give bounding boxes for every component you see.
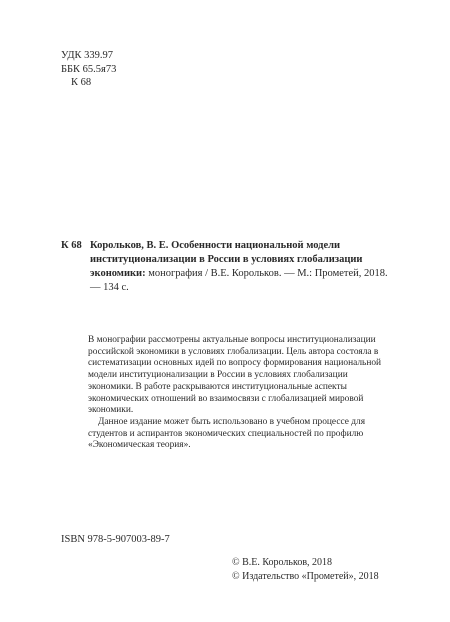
author-mark: К 68: [71, 77, 92, 88]
catalog-entry: [61, 239, 393, 295]
annotation-paragraph-2: Данное издание может быть использовано в учебном процессе для студентов и аспирантов экономических специальностей по профилю «Экономическая теория».: [88, 416, 366, 451]
udc-code: УДК 339.97: [61, 50, 114, 61]
isbn: ISBN 978-5-907003-89-7: [61, 534, 170, 545]
catalog-details: монография / В.Е. Корольков. — М.: Прометей, 2018. — 134 с.: [90, 268, 388, 293]
bbk-code: ББК 65.5я73: [61, 63, 117, 75]
catalog-author: Корольков, В. Е.: [90, 240, 169, 251]
annotation-paragraph-1: В монографии рассмотрены актуальные вопросы институционализации российской экономики в условиях глобализации. Цель автора состояла в систематизации основных идей по вопросу формирования национальной модели институционализации в России в условиях глобализации экономики. В работе раскрываются институциональные аспекты экономических отношений во взаимосвязи с глобализацией мировой экономики.: [88, 335, 382, 416]
catalog-body: [90, 239, 393, 295]
copyright-block: [232, 556, 379, 584]
copyright-author: © В.Е. Корольков, 2018: [232, 557, 333, 568]
catalog-title: Особенности национальной модели институционализации в России в условиях глобализации экономики:: [90, 240, 363, 279]
catalog-code: К 68: [61, 240, 82, 251]
classification-block: [61, 49, 116, 90]
annotation: [88, 335, 393, 452]
copyright-publisher: © Издательство «Прометей», 2018: [232, 571, 379, 582]
